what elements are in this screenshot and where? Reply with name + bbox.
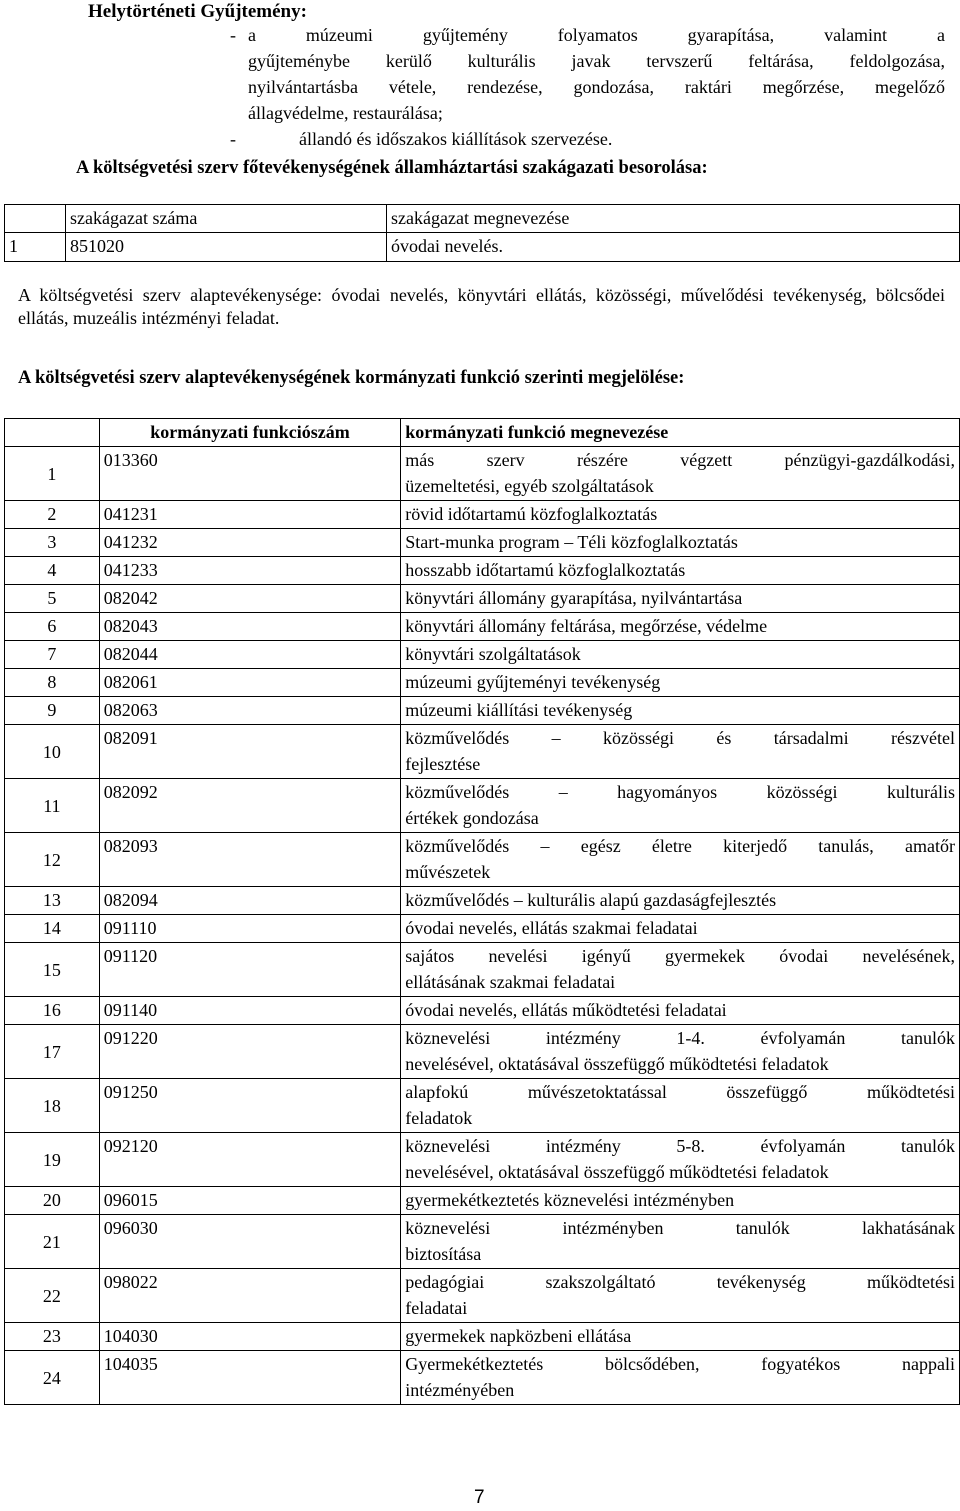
- cell-name: könyvtári állomány gyarapítása, nyilvántartása: [401, 585, 960, 613]
- cell-number: 12: [5, 833, 100, 887]
- heading-besorolas: A költségvetési szerv főtevékenységének államháztartási szakágazati besorolása:: [76, 158, 708, 178]
- cell-name: [401, 943, 960, 997]
- cell-name-line-1: más szerv részére végzett pénzügyi-gazdálkodási,: [405, 450, 955, 470]
- cell-number: 22: [5, 1269, 100, 1323]
- cell-code: 082043: [99, 613, 401, 641]
- bullet-line-3: nyilvántartásba vétele, rendezése, gondozása, raktári megőrzése, megelőző: [248, 77, 945, 97]
- cell-code: 082063: [99, 697, 401, 725]
- cell-code: 092120: [99, 1133, 401, 1187]
- cell-name: [401, 1269, 960, 1323]
- table-row: [5, 997, 960, 1025]
- table-row: [5, 669, 960, 697]
- cell-name: [401, 1025, 960, 1079]
- table-row: [5, 1025, 960, 1079]
- cell-code: 104035: [99, 1351, 401, 1405]
- table-row: [5, 915, 960, 943]
- table-row: [5, 833, 960, 887]
- cell-name-line-1: közművelődés – hagyományos közösségi kulturális: [405, 782, 955, 802]
- bullet-text: állandó és időszakos kiállítások szervezése.: [299, 129, 613, 149]
- cell-name-line-2: feladatok: [405, 1108, 473, 1128]
- cell-code: 091220: [99, 1025, 401, 1079]
- cell-number: 8: [5, 669, 100, 697]
- cell-code: 041232: [99, 529, 401, 557]
- cell-number: 7: [5, 641, 100, 669]
- cell-number: 4: [5, 557, 100, 585]
- cell-name: óvodai nevelés, ellátás működtetési feladatai: [401, 997, 960, 1025]
- cell-number: 17: [5, 1025, 100, 1079]
- cell-name-line-1: alapfokú művészetoktatással összefüggő működtetési: [405, 1082, 955, 1102]
- cell-number: 24: [5, 1351, 100, 1405]
- cell-number: 3: [5, 529, 100, 557]
- cell-name-line-2: feladatai: [405, 1298, 468, 1318]
- cell-number: 2: [5, 501, 100, 529]
- cell-name-line-2: intézményében: [405, 1380, 515, 1400]
- table-row: [5, 1269, 960, 1323]
- cell-number: 6: [5, 613, 100, 641]
- header-cell-code: kormányzati funkciószám: [99, 419, 401, 447]
- table-row: [5, 613, 960, 641]
- cell-code: 851020: [66, 233, 387, 261]
- cell-name-line-1: köznevelési intézményben tanulók lakhatásának: [405, 1218, 955, 1238]
- cell-name: [401, 1215, 960, 1269]
- cell-name: [401, 1351, 960, 1405]
- cell-code: 082094: [99, 887, 401, 915]
- table-header-row: [5, 205, 960, 233]
- cell-name-line-1: közművelődés – egész életre kiterjedő tanulás, amatőr: [405, 836, 955, 856]
- cell-number: 1: [5, 447, 100, 501]
- cell-number: 15: [5, 943, 100, 997]
- cell-name-line-2: üzemeltetési, egyéb szolgáltatások: [405, 476, 654, 496]
- cell-number: 5: [5, 585, 100, 613]
- cell-name: közművelődés – kulturális alapú gazdaságfejlesztés: [401, 887, 960, 915]
- cell-code: 082092: [99, 779, 401, 833]
- cell-number: 1: [5, 233, 66, 261]
- cell-code: 082093: [99, 833, 401, 887]
- cell-name: [401, 447, 960, 501]
- bullet-dash: -: [230, 25, 236, 45]
- cell-name: óvodai nevelés, ellátás szakmai feladatai: [401, 915, 960, 943]
- cell-name: gyermekek napközbeni ellátása: [401, 1323, 960, 1351]
- table-row: [5, 447, 960, 501]
- cell-code: 082061: [99, 669, 401, 697]
- table-row: [5, 725, 960, 779]
- cell-name-line-1: köznevelési intézmény 1-4. évfolyamán tanulók: [405, 1028, 955, 1048]
- heading-funkcio: A költségvetési szerv alaptevékenységének kormányzati funkció szerinti megjelölése:: [18, 368, 685, 388]
- table-row: [5, 779, 960, 833]
- table-header-row: [5, 419, 960, 447]
- table-row: [5, 585, 960, 613]
- cell-name: könyvtári szolgáltatások: [401, 641, 960, 669]
- cell-name-line-2: értékek gondozása: [405, 808, 539, 828]
- cell-name-line-2: ellátásának szakmai feladatai: [405, 972, 616, 992]
- cell-number: 20: [5, 1187, 100, 1215]
- header-cell-code: szakágazat száma: [66, 205, 387, 233]
- cell-name: [401, 1079, 960, 1133]
- cell-code: 091140: [99, 997, 401, 1025]
- table-row: [5, 1215, 960, 1269]
- table-row: [5, 1133, 960, 1187]
- cell-name: [401, 779, 960, 833]
- bullet-line-1: a múzeumi gyűjtemény folyamatos gyarapítása, valamint a: [248, 25, 945, 45]
- cell-number: 14: [5, 915, 100, 943]
- cell-number: 18: [5, 1079, 100, 1133]
- cell-code: 082042: [99, 585, 401, 613]
- table-row: [5, 1187, 960, 1215]
- cell-name-line-2: fejlesztése: [405, 754, 481, 774]
- paragraph-alaptevekenyseg: A költségvetési szerv alaptevékenysége: óvodai nevelés, könyvtári ellátás, közösségi, művelődési tevékenység, bölcsődei ellátás, muzeális intézményi feladat.: [18, 285, 945, 329]
- cell-code: 091250: [99, 1079, 401, 1133]
- cell-name-line-1: sajátos nevelési igényű gyermekek óvodai nevelésének,: [405, 946, 955, 966]
- szakagazat-table: [4, 204, 960, 262]
- header-cell-number: [5, 419, 100, 447]
- cell-name: [401, 725, 960, 779]
- cell-code: 096015: [99, 1187, 401, 1215]
- cell-code: 098022: [99, 1269, 401, 1323]
- cell-name: óvodai nevelés.: [387, 233, 960, 261]
- cell-name-line-2: nevelésével, oktatásával összefüggő működtetési feladatok: [405, 1054, 829, 1074]
- kormanyzati-funkcio-table: [4, 418, 960, 1405]
- cell-name-line-2: művészetek: [405, 862, 491, 882]
- bullet-line-2: gyűjteménybe kerülő kulturális javak tervszerű feltárása, feldolgozása,: [248, 51, 945, 71]
- cell-number: 9: [5, 697, 100, 725]
- cell-number: 23: [5, 1323, 100, 1351]
- header-cell-number: [5, 205, 66, 233]
- cell-code: 041233: [99, 557, 401, 585]
- cell-name: gyermekétkeztetés köznevelési intézményben: [401, 1187, 960, 1215]
- cell-number: 11: [5, 779, 100, 833]
- cell-name: Start-munka program – Téli közfoglalkoztatás: [401, 529, 960, 557]
- cell-code: 091110: [99, 915, 401, 943]
- bullet-line-4: állagvédelme, restaurálása;: [248, 103, 443, 123]
- table-row: [5, 1351, 960, 1405]
- cell-code: 013360: [99, 447, 401, 501]
- table-row: [5, 501, 960, 529]
- cell-code: 082044: [99, 641, 401, 669]
- table-row: [5, 943, 960, 997]
- cell-name-line-1: pedagógiai szakszolgáltató tevékenység működtetési: [405, 1272, 955, 1292]
- cell-number: 10: [5, 725, 100, 779]
- cell-code: 096030: [99, 1215, 401, 1269]
- table-row: [5, 887, 960, 915]
- table-row: [5, 557, 960, 585]
- cell-code: 104030: [99, 1323, 401, 1351]
- cell-name: hosszabb időtartamú közfoglalkoztatás: [401, 557, 960, 585]
- cell-name-line-1: Gyermekétkeztetés bölcsődében, fogyatékos nappali: [405, 1354, 955, 1374]
- table-row: [5, 529, 960, 557]
- cell-number: 13: [5, 887, 100, 915]
- cell-name: múzeumi kiállítási tevékenység: [401, 697, 960, 725]
- cell-name: múzeumi gyűjteményi tevékenység: [401, 669, 960, 697]
- cell-name: könyvtári állomány feltárása, megőrzése, védelme: [401, 613, 960, 641]
- table-row: [5, 233, 960, 261]
- header-cell-name: kormányzati funkció megnevezése: [401, 419, 960, 447]
- cell-number: 16: [5, 997, 100, 1025]
- cell-number: 19: [5, 1133, 100, 1187]
- cell-name-line-1: köznevelési intézmény 5-8. évfolyamán tanulók: [405, 1136, 955, 1156]
- table-row: [5, 697, 960, 725]
- cell-code: 091120: [99, 943, 401, 997]
- section-title: Helytörténeti Gyűjtemény:: [88, 1, 307, 22]
- cell-name: [401, 1133, 960, 1187]
- table-row: [5, 641, 960, 669]
- header-cell-name: szakágazat megnevezése: [387, 205, 960, 233]
- page-number: 7: [474, 1487, 485, 1508]
- cell-name-line-2: biztosítása: [405, 1244, 482, 1264]
- cell-name: [401, 833, 960, 887]
- table-row: [5, 1079, 960, 1133]
- cell-name: rövid időtartamú közfoglalkoztatás: [401, 501, 960, 529]
- cell-name-line-1: közművelődés – közösségi és társadalmi részvétel: [405, 728, 955, 748]
- cell-number: 21: [5, 1215, 100, 1269]
- cell-code: 041231: [99, 501, 401, 529]
- cell-name-line-2: nevelésével, oktatásával összefüggő működtetési feladatok: [405, 1162, 829, 1182]
- cell-code: 082091: [99, 725, 401, 779]
- table-row: [5, 1323, 960, 1351]
- bullet-dash: -: [230, 129, 236, 149]
